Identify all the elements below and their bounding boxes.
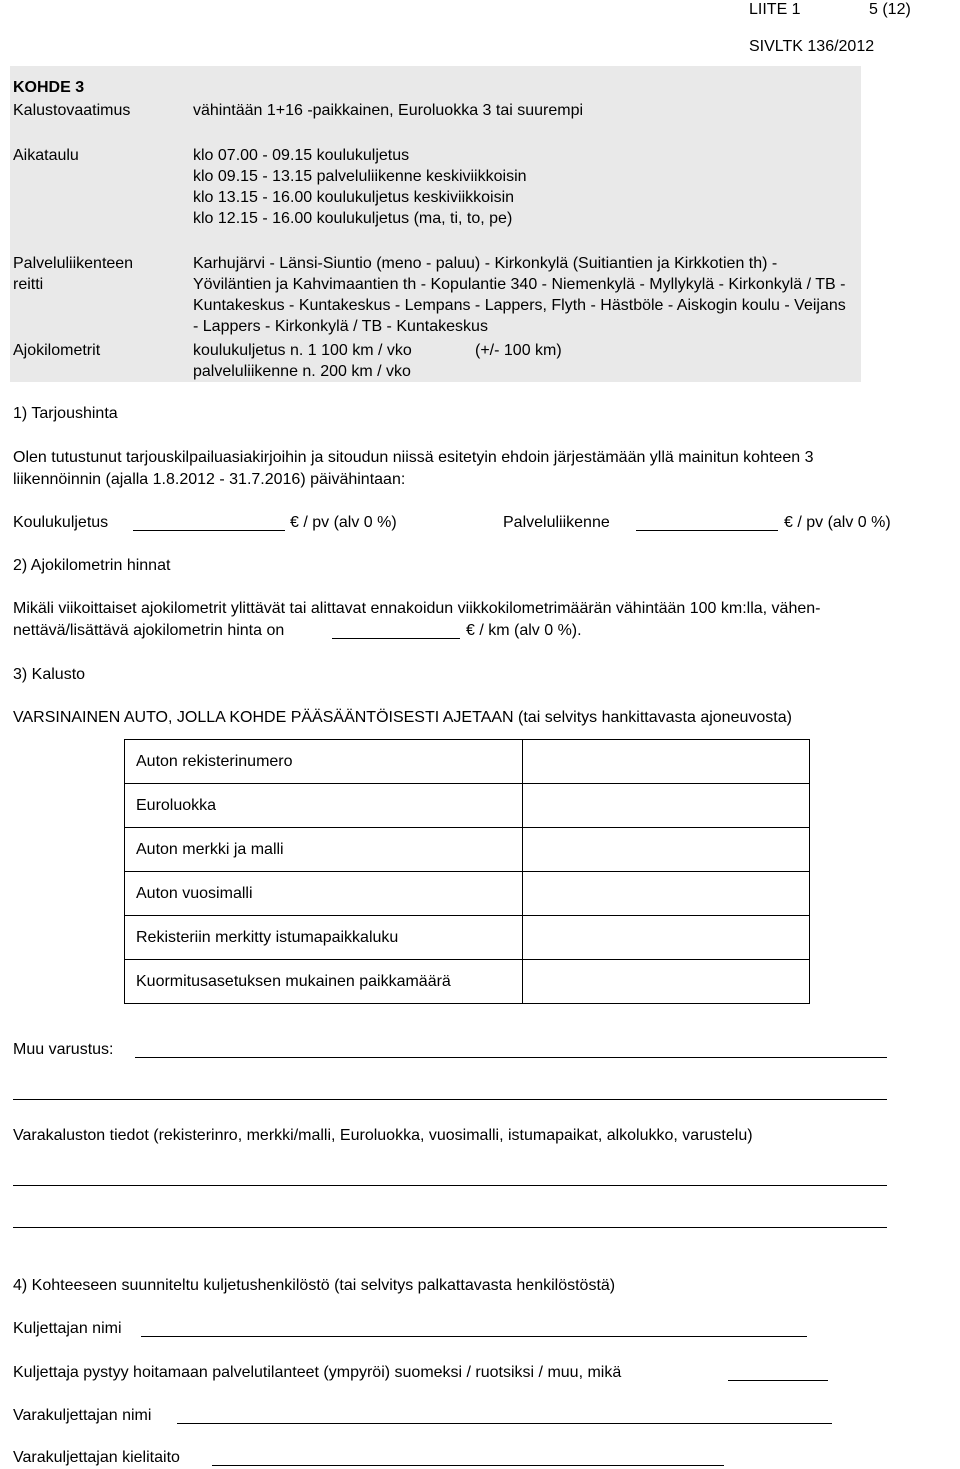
driver-service-language-label: Kuljettaja pystyy hoitamaan palvelutilanteet (ympyröi) suomeksi / ruotsiksi / muu, mikä [13, 1364, 622, 1381]
vehicle-field-input[interactable] [523, 916, 810, 960]
service-price-label: Palveluliikenne [503, 514, 610, 531]
equipment-value: vähintään 1+16 -paikkainen, Euroluokka 3 tai suurempi [193, 102, 584, 119]
other-equipment-field[interactable] [135, 1057, 887, 1058]
vehicle-field-label: Rekisteriin merkitty istumapaikkaluku [125, 916, 523, 960]
table-row [125, 960, 810, 1004]
vehicle-field-label: Auton rekisterinumero [125, 740, 523, 784]
route-label-cont: reitti [13, 276, 44, 293]
other-equipment-label: Muu varustus: [13, 1041, 114, 1058]
km-price-field[interactable] [332, 638, 460, 639]
table-row [125, 828, 810, 872]
section-heading-staff: 4) Kohteeseen suunniteltu kuljetushenkilöstö (tai selvitys palkattavasta henkilöstöstä) [13, 1277, 616, 1294]
vehicle-table [124, 739, 810, 1004]
backup-driver-language-label: Varakuljettajan kielitaito [13, 1449, 180, 1466]
schedule-line: klo 12.15 - 16.00 koulukuljetus (ma, ti, to, pe) [193, 210, 513, 227]
vehicle-field-input[interactable] [523, 960, 810, 1004]
commitment-text-cont: liikennöinnin (ajalla 1.8.2012 - 31.7.2016) päivähintaan: [13, 471, 406, 488]
section-heading-km-prices: 2) Ajokilometrin hinnat [13, 557, 171, 574]
km-tolerance: (+/- 100 km) [475, 342, 562, 359]
table-row [125, 784, 810, 828]
fleet-intro: VARSINAINEN AUTO, JOLLA KOHDE PÄÄSÄÄNTÖISESTI AJETAAN (tai selvitys hankittavasta ajoneuvosta) [13, 709, 792, 726]
school-price-unit: € / pv (alv 0 %) [290, 514, 397, 531]
backup-driver-language-field[interactable] [212, 1465, 724, 1466]
service-price-unit: € / pv (alv 0 %) [784, 514, 891, 531]
route-label: Palveluliikenteen [13, 255, 134, 272]
school-price-field[interactable] [133, 530, 285, 531]
equipment-label: Kalustovaatimus [13, 102, 131, 119]
commitment-text: Olen tutustunut tarjouskilpailuasiakirjoihin ja sitoudun niissä esitetyin ehdoin järjestämään yllä mainitun kohteen 3 [13, 449, 814, 466]
section-heading-fleet: 3) Kalusto [13, 666, 86, 683]
km-service: palveluliikenne n. 200 km / vko [193, 363, 411, 380]
vehicle-field-input[interactable] [523, 784, 810, 828]
vehicle-field-input[interactable] [523, 828, 810, 872]
appendix-label: LIITE 1 [749, 1, 801, 18]
route-description: Karhujärvi - Länsi-Siuntio (meno - paluu) - Kirkonkylä (Suitiantien ja Kirkkotien th) - Yöviläntien ja Kahvimaantien th - Kopulantie 340 - Niemenkylä - Myllykylä - Kirkonkylä / TB - Kuntakeskus - Kuntakeskus - Lempans - Lappers, Flyth - Hästböle - Aiskogin koulu - Veijans - Lappers - Kirkonkylä / TB - Kuntakeskus [193, 255, 846, 335]
school-price-label: Koulukuljetus [13, 514, 109, 531]
vehicle-field-input[interactable] [523, 872, 810, 916]
backup-fleet-label: Varakaluston tiedot (rekisterinro, merkki/malli, Euroluokka, vuosimalli, istumapaikat, alkolukko, varustelu) [13, 1127, 753, 1144]
vehicle-field-label: Euroluokka [125, 784, 523, 828]
driver-service-language-field[interactable] [728, 1380, 828, 1381]
km-price-unit: € / km (alv 0 %). [466, 622, 582, 639]
table-row [125, 740, 810, 784]
backup-fleet-field-2[interactable] [13, 1227, 887, 1228]
schedule-line: klo 09.15 - 13.15 palveluliikenne keskiviikkoisin [193, 168, 527, 185]
backup-fleet-field[interactable] [13, 1185, 887, 1186]
table-row [125, 916, 810, 960]
backup-driver-name-label: Varakuljettajan nimi [13, 1407, 152, 1424]
vehicle-field-label: Auton vuosimalli [125, 872, 523, 916]
vehicle-field-label: Auton merkki ja malli [125, 828, 523, 872]
km-label: Ajokilometrit [13, 342, 101, 359]
driver-name-label: Kuljettajan nimi [13, 1320, 122, 1337]
page-number: 5 (12) [869, 1, 911, 18]
service-price-field[interactable] [636, 530, 778, 531]
km-price-text: Mikäli viikoittaiset ajokilometrit ylittävät tai alittavat ennakoidun viikkokilometrimäärän vähintään 100 km:lla, vähen- [13, 600, 821, 617]
backup-driver-name-field[interactable] [177, 1423, 832, 1424]
other-equipment-field-2[interactable] [13, 1099, 887, 1100]
route-title: KOHDE 3 [13, 79, 85, 96]
km-school: koulukuljetus n. 1 100 km / vko [193, 342, 412, 359]
vehicle-field-input[interactable] [523, 740, 810, 784]
section-heading-price: 1) Tarjoushinta [13, 405, 118, 422]
schedule-line: klo 07.00 - 09.15 koulukuljetus [193, 147, 410, 164]
vehicle-field-label: Kuormitusasetuksen mukainen paikkamäärä [125, 960, 523, 1004]
route-info-box [10, 66, 861, 382]
driver-name-field[interactable] [141, 1336, 807, 1337]
table-row [125, 872, 810, 916]
schedule-line: klo 13.15 - 16.00 koulukuljetus keskiviikkoisin [193, 189, 515, 206]
document-reference: SIVLTK 136/2012 [749, 38, 875, 55]
schedule-label: Aikataulu [13, 147, 79, 164]
km-price-text-cont: nettävä/lisättävä ajokilometrin hinta on [13, 622, 285, 639]
